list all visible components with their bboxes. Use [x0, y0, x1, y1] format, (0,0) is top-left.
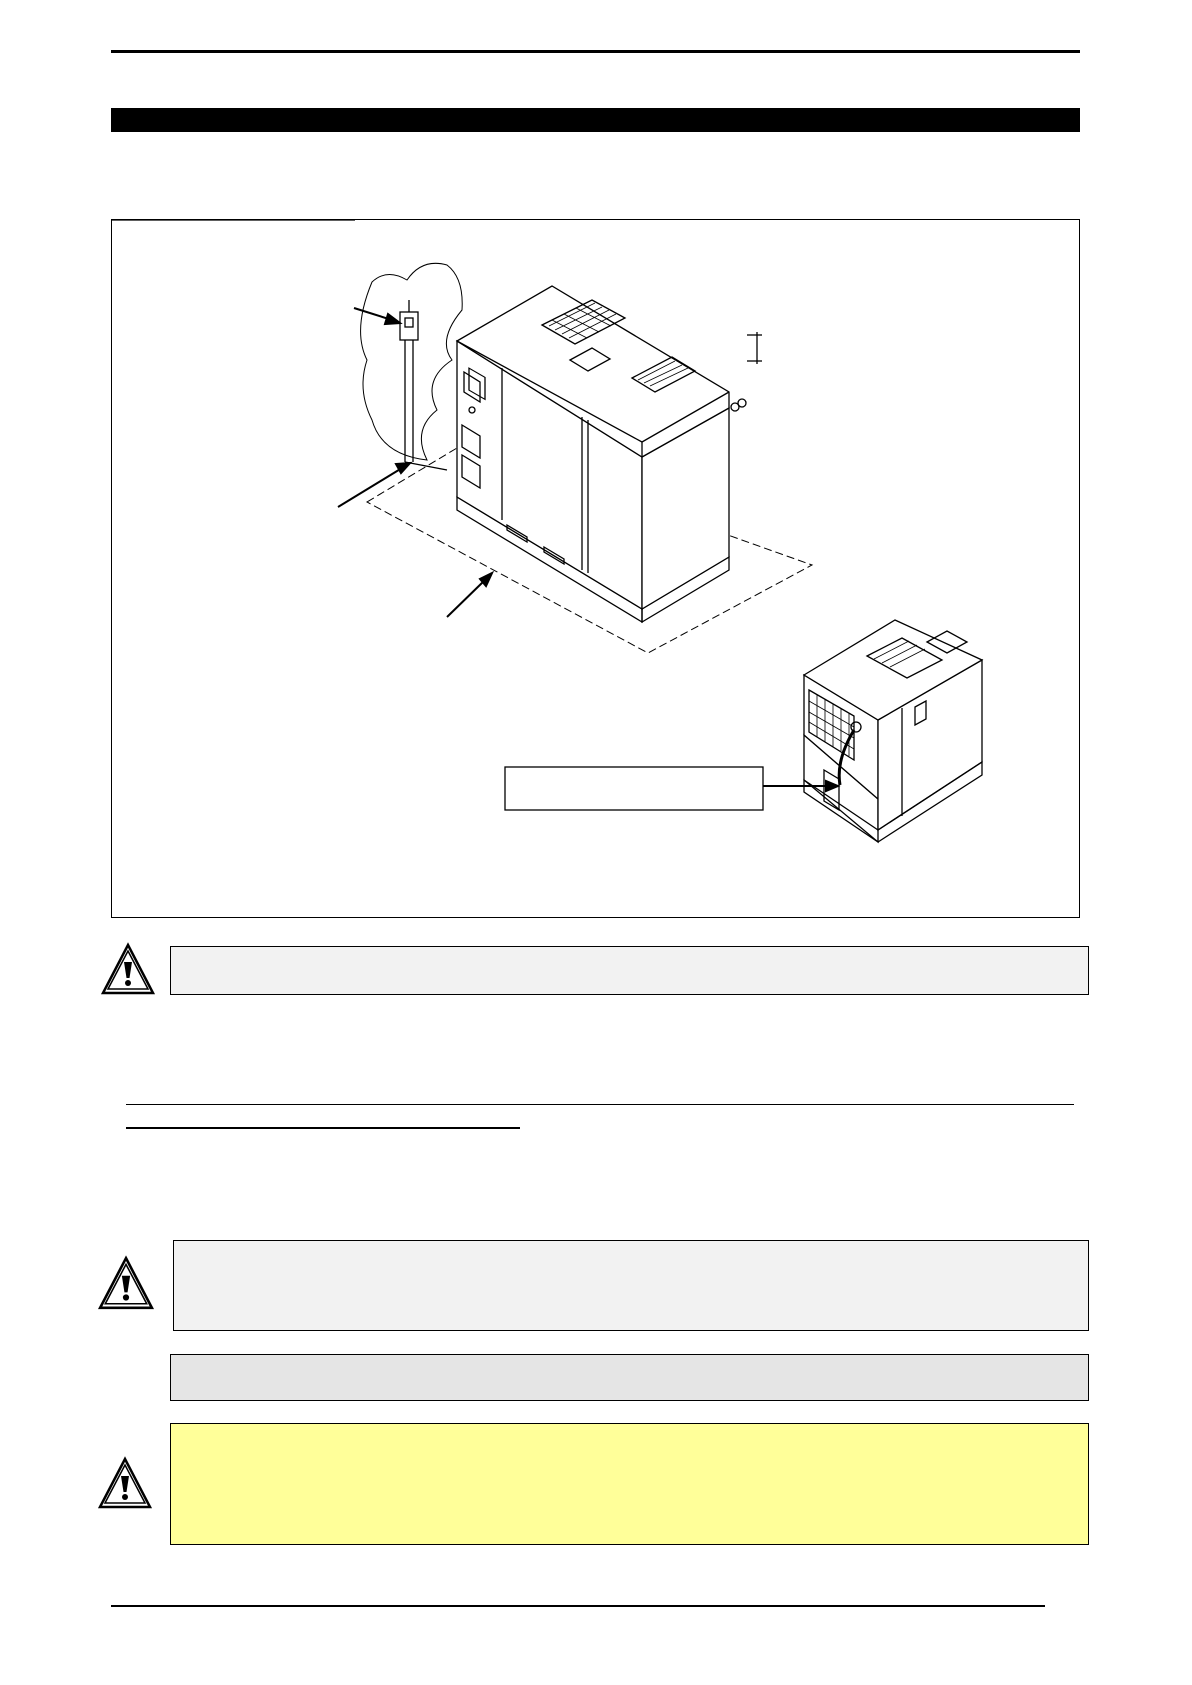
subheading-underline	[126, 1127, 520, 1129]
warning-note-3	[170, 1423, 1089, 1545]
footer-rule	[111, 1605, 1045, 1607]
figure-frame	[111, 219, 1080, 918]
warning-note-1	[170, 946, 1089, 995]
warning-triangle-icon	[100, 942, 156, 996]
warning-triangle-icon	[97, 1456, 153, 1510]
warning-note-2	[173, 1240, 1089, 1331]
info-note	[170, 1354, 1089, 1401]
compressor-installation-drawing	[112, 220, 1079, 917]
section-bar	[111, 108, 1080, 132]
header-rule	[111, 50, 1080, 53]
warning-triangle-icon	[97, 1255, 155, 1311]
section-bar-label	[111, 112, 117, 128]
subheading-rule	[126, 1104, 1074, 1105]
